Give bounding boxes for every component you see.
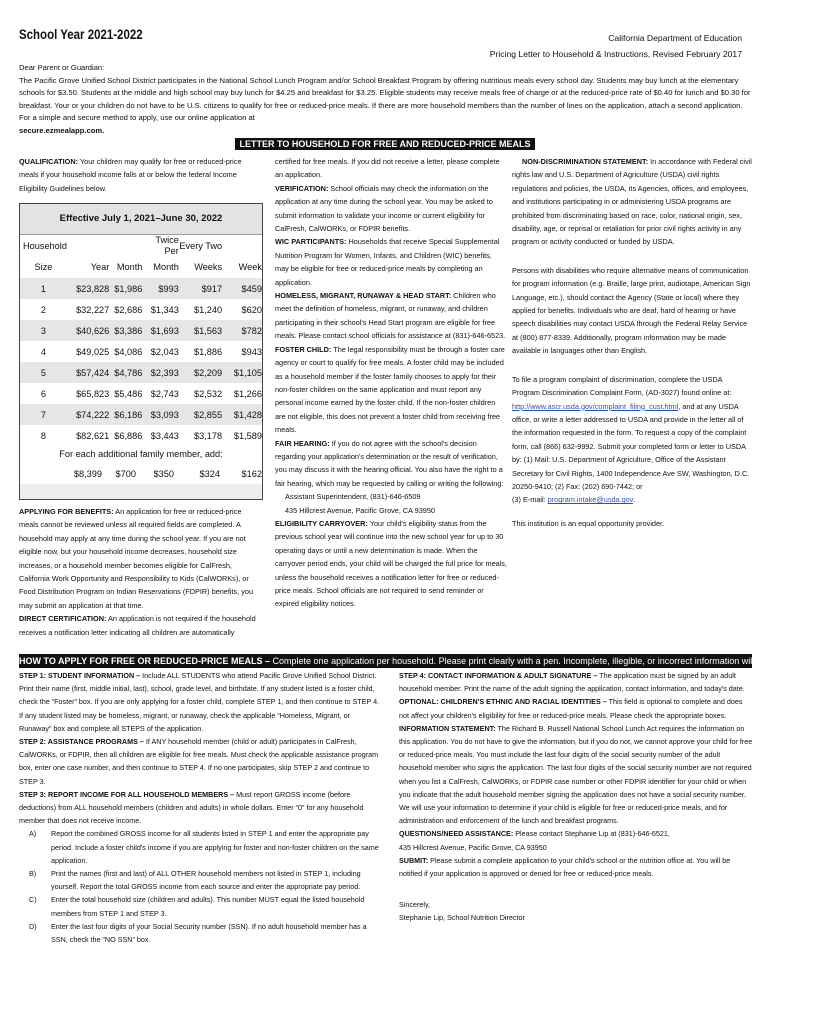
step3-items <box>19 827 381 946</box>
foster-para <box>275 343 507 437</box>
item-text: Report the combined GROSS income for all students listed in STEP 1 and enter the appropriate pay period. Include a foster child's income if you are applying for foster and non-foster children on the same application. <box>51 829 379 865</box>
item-letter: C) <box>29 895 37 905</box>
homeless-text: Children who meet the definition of homeless, migrant, or runaway, and children participating in their school's Head Start program are eligible for free meals. Please contact school officials for assistance at (831)-646-6523. <box>275 291 506 341</box>
steps-right <box>399 669 754 925</box>
add-week: $162 <box>241 468 262 479</box>
complaint-form-link[interactable]: http://www.ascr.usda.gov/complaint_filing_cust.html <box>512 401 679 411</box>
list-item <box>29 867 381 893</box>
income-cell-twice: $1,693 <box>150 325 179 336</box>
step2-para <box>19 735 381 788</box>
direct-cert-head: DIRECT CERTIFICATION: <box>19 614 107 624</box>
income-cell-month: $5,486 <box>114 388 143 399</box>
income-cell-twice: $2,743 <box>150 388 179 399</box>
item-letter: B) <box>29 869 37 879</box>
submit-text: Please submit a complete application to your child's school or the nutrition office at. You will be notified if your application is approved or denied for free or reduced-price meals. <box>399 855 731 879</box>
email-para <box>512 493 752 506</box>
col-year: Year <box>90 262 110 272</box>
income-cell-week: $1,589 <box>233 430 262 441</box>
income-cell-week: $459 <box>241 283 262 294</box>
income-cell-week: $782 <box>241 325 262 336</box>
email-link[interactable]: program.intake@usda.gov <box>547 495 633 505</box>
col-every-1: Every Two <box>179 240 223 251</box>
info-statement-head: INFORMATION STATEMENT: <box>399 723 496 733</box>
step2-head: STEP 2: ASSISTANCE PROGRAMS – <box>19 737 144 747</box>
income-cell-every: $3,178 <box>194 430 223 441</box>
verification-text: School officials may check the information on the application at any time during the school year. You may be asked to submit information to validate your income or current eligibility for CalFresh, CalWORKs, or FDPIR benefits. <box>275 183 493 234</box>
income-cell-year: $49,025 <box>76 346 110 357</box>
income-cell-month: $4,086 <box>114 346 143 357</box>
table-header-row-2 <box>20 257 262 278</box>
income-cell-size: 3 <box>40 325 47 336</box>
letter-title-text: LETTER TO HOUSEHOLD FOR FREE AND REDUCED-PRICE MEALS <box>235 138 534 150</box>
add-month: $700 <box>115 468 136 479</box>
qualification-para <box>19 155 261 195</box>
table-row <box>20 362 262 383</box>
income-cell-year: $57,424 <box>76 367 110 378</box>
homeless-para <box>275 289 507 343</box>
disability-para: Persons with disabilities who require alternative means of communication for program information (e.g. Braille, large print, audiotape, American Sign Language, etc.), should contact the Agency (State or local) where they applied for benefits. Individuals who are deaf, hard of hearing or have speech disabilities may contact USDA through the Federal Relay Service at (800) 877-8339. Additionally, program information may be made available in languages other than English. <box>512 265 751 356</box>
add-year: $8,399 <box>73 468 102 479</box>
income-cell-every: $2,532 <box>194 388 223 399</box>
salutation: Dear Parent or Guardian: <box>19 63 105 72</box>
email-label: (3) E-mail: <box>512 495 546 505</box>
complaint-text: To file a program complaint of discrimination, complete the USDA Program Discrimination Complaint Form, (AD-3027) found online at: <box>512 374 732 398</box>
income-cell-month: $3,386 <box>114 325 143 336</box>
income-cell-week: $943 <box>241 346 262 357</box>
additional-member-label: For each additional family member, add: <box>20 446 262 463</box>
income-table-heading: Effective July 1, 2021–June 30, 2022 <box>20 204 262 235</box>
applying-text: An application for free or reduced-price meals cannot be reviewed unless all required fields are completed. A household may apply at any time during the school year. If you are not eligible now, but your household income decreases, household size increases, or a household member becomes eligible for CalFresh, California Work Opportunity and Responsibility to Kids (CalWORKs), or Food Distribution Program on Indian Reservations (FDPIR) benefits, you may submit an application at that time. <box>19 507 254 610</box>
income-cell-size: 5 <box>40 367 47 378</box>
nondiscrimination-head: NON-DISCRIMINATION STATEMENT: <box>522 157 649 166</box>
carryover-head: ELIGIBILITY CARRYOVER: <box>275 518 368 528</box>
page-title: School Year 2021-2022 <box>19 26 143 42</box>
signer: Stephanie Lip, School Nutrition Director <box>399 913 525 923</box>
income-cell-every: $2,209 <box>194 367 223 378</box>
income-cell-month: $1,986 <box>114 283 143 294</box>
complaint-para <box>512 373 752 494</box>
income-cell-size: 4 <box>40 346 47 357</box>
carryover-text: Your child's eligibility status from the previous school year will continue into the new school year for up to 30 operating days or until a new determination is made. When the carryover period ends, your child will be charged the full price for meals, unless the household receives a notification letter for free or reduced-price meals. School officials are not required to send reminder or expired eligibility notices. <box>275 518 507 609</box>
how-to-apply-sub: Complete one application per household. Please print clearly with a pen. Incomplete, illegible, or incorrect information will delay processing. <box>270 656 827 666</box>
col-size: Size <box>34 262 53 272</box>
questions-para <box>399 827 754 840</box>
foster-text: The legal responsibility must be through a foster care agency or court to qualify for free meals. A foster child may be included as a household member if the foster family chooses to apply for their non-foster children on the same application and must report any personal income earned by the foster child. If the non-foster children are not eligible, this does not prevent a foster child from receiving free meals. <box>275 344 505 435</box>
col-household: Household <box>23 240 67 251</box>
income-cell-size: 1 <box>40 283 47 294</box>
income-cell-every: $1,886 <box>194 346 223 357</box>
income-cell-month: $6,886 <box>114 430 143 441</box>
table-row <box>20 404 262 425</box>
info-statement-text: The Richard B. Russell National School Lunch Act requires the information on this application. You do not have to give the information, but if you do not, we cannot approve your child for free or reduced-price meals. You must include the last four digits of the social security number of the adult household member who signs the application. The last four digits of the social security number are not required when you list a CalFresh, CalWORKs, or FDPIR case number or other FDPIR identifier for your child or when you indicate that the adult household member signing the application does not have a social security number. We will use your information to determine if your child is eligible for free or reduced-price meals, and for administration and enforcement of the lunch and breakfast programs. <box>399 723 753 826</box>
applying-para <box>19 505 261 612</box>
table-row <box>20 320 262 341</box>
info-statement-para <box>399 722 754 828</box>
how-to-apply-bar <box>19 654 827 668</box>
direct-cert-text: An application is not required if the household receives a notification letter indicating all children are automatically <box>19 614 256 637</box>
step1-text: Include ALL STUDENTS who attend Pacific Grove Unified School District. Print their name (first, middle initial, last), school, grade level, and birthdate. If any student listed is a foster child, check the “Foster” box. If you are only applying for a foster child, complete STEP 1, and then continue to STEP 4. If any student listed may be homeless, migrant, or runaway, check the applicable “Homeless, Migrant, or Runaway” box and complete all STEPS of the application. <box>19 671 380 733</box>
step1-para <box>19 669 381 735</box>
intro <box>19 62 753 138</box>
col-month: Month <box>116 262 143 272</box>
list-item <box>29 827 381 867</box>
intro-body: The Pacific Grove Unified School District participates in the National School Lunch Program and/or School Breakfast Program by offering nutritious meals every school day. Students may buy lunch at the elementary schools for $3.50. Students at the middle and high school may buy lunch for $4.25 and breakfast for $3.25. Eligible students may receive meals free of charge or at the reduced-price rate of $0.40 for lunch and $0.30 for breakfast. Your or your children do not have to be U.S. citizens to qualify for free or reduced-price meals. If there are more household members than the number of lines on the application, attach a second application. For a simple and secure method to apply, use our online application at <box>19 75 751 123</box>
revision-line: Pricing Letter to Household & Instructions, Revised February 2017 <box>489 49 742 59</box>
qualification-section <box>19 155 261 195</box>
direct-cert-para <box>19 612 261 639</box>
fair-hearing-head: FAIR HEARING: <box>275 438 330 448</box>
optional-head: OPTIONAL: CHILDREN'S ETHNIC AND RACIAL IDENTITIES – <box>399 697 607 707</box>
item-text: Enter the last four digits of your Social Security number (SSN). If no adult household member has a SSN, check the “NO SSN” box. <box>51 921 367 945</box>
add-every: $324 <box>199 468 220 479</box>
income-cell-year: $40,626 <box>76 325 110 336</box>
wic-para <box>275 235 507 289</box>
nondiscrimination-text: In accordance with Federal civil rights law and U.S. Department of Agriculture (USDA) civil rights regulations and policies, the USDA, its Agencies, offices, and employees, and institutions participating in or administering USDA programs are prohibited from discriminating based on race, color, national origin, sex, disability, age, or reprisal or retaliation for prior civil rights activity in any program or activity conducted or funded by USDA. <box>512 157 752 247</box>
letter-title <box>0 139 770 149</box>
questions-address: 435 Hillcrest Avenue, Pacific Grove, CA 93950 <box>399 842 547 852</box>
additional-member-row <box>20 463 262 484</box>
income-cell-year: $82,621 <box>76 430 110 441</box>
item-text: Print the names (first and last) of ALL OTHER household members not listed in STEP 1, including yourself. Report the total GROSS income from each source and enter the appropriate pay period. <box>51 869 361 892</box>
income-cell-year: $23,828 <box>76 283 110 294</box>
step1-head: STEP 1: STUDENT INFORMATION – <box>19 671 141 680</box>
income-cell-year: $74,222 <box>76 409 110 420</box>
homeless-head: HOMELESS, MIGRANT, RUNAWAY & HEAD START: <box>275 291 452 301</box>
questions-head: QUESTIONS/NEED ASSISTANCE: <box>399 829 514 839</box>
col-every-2: Weeks <box>194 262 223 272</box>
fair-hearing-address: 435 Hillcrest Avenue, Pacific Grove, CA 93950 <box>285 505 435 515</box>
carryover-para <box>275 517 507 611</box>
foster-head: FOSTER CHILD: <box>275 344 332 354</box>
department-name: California Department of Education <box>608 33 742 43</box>
qualification-head: QUALIFICATION: <box>19 157 79 166</box>
income-rows <box>20 278 262 446</box>
cert-continued: certified for free meals. If you did not receive a letter, please complete an application. <box>275 157 500 180</box>
table-row <box>20 383 262 404</box>
step3-text: Must report GROSS income (before deductions) from ALL household members (children and adults) in whole dollars. Enter “0” for any household member that does not receive income. <box>19 789 364 826</box>
income-cell-every: $917 <box>201 283 223 294</box>
step4-text: The application must be signed by an adult household member. Print the name of the adult signing the application, contact information, and today's date. <box>399 671 745 694</box>
right-column <box>512 155 752 530</box>
fair-hearing-text: If you do not agree with the school's decision regarding your application's determination or the result of verification, you may discuss it with the hearing official. You also have the right to a fair hearing, which may be requested by calling or writing the following: <box>275 438 504 488</box>
step3-head: STEP 3: REPORT INCOME FOR ALL HOUSEHOLD MEMBERS – <box>19 789 235 799</box>
submit-para <box>399 854 754 880</box>
equal-opportunity: This institution is an equal opportunity provider. <box>512 518 665 528</box>
optional-para <box>399 695 754 721</box>
list-item <box>29 920 381 946</box>
add-twice: $350 <box>153 468 174 479</box>
income-cell-year: $65,823 <box>76 388 110 399</box>
col-twice-2: Month <box>153 262 179 272</box>
fair-hearing-contact: Assistant Superintendent, (831)-646-6509 <box>285 492 421 502</box>
closing: Sincerely, <box>399 900 431 910</box>
col-week: Week <box>238 262 262 272</box>
submit-head: SUBMIT: <box>399 855 429 865</box>
optional-text: This field is optional to complete and does not affect your children's eligibility for free or reduced-price meals. Please check the appropriate boxes. <box>399 697 743 720</box>
income-table <box>20 235 262 446</box>
income-cell-twice: $1,343 <box>150 304 179 315</box>
income-cell-twice: $993 <box>158 283 179 294</box>
step2-text: If ANY household member (child or adult) participates in CalFresh, CalWORKs, or FDPIR, then all children are eligible for free meals. Must check the applicable assistance program box, enter one case number, and then continue to STEP 4. If no one participates, skip STEP 2 and continue to STEP 3. <box>19 737 379 786</box>
income-cell-size: 2 <box>40 304 47 315</box>
online-app-link[interactable]: secure.ezmealapp.com. <box>19 125 105 135</box>
table-row <box>20 425 262 446</box>
fair-hearing-para <box>275 437 507 491</box>
nondiscrimination-para <box>512 155 752 249</box>
table-row <box>20 341 262 362</box>
wic-head: WIC PARTICIPANTS: <box>275 237 347 247</box>
step4-head: STEP 4: CONTACT INFORMATION & ADULT SIGNATURE – <box>399 671 598 680</box>
applying-section <box>19 505 261 639</box>
income-cell-every: $2,855 <box>194 409 223 420</box>
income-cell-year: $32,227 <box>76 304 110 315</box>
item-letter: D) <box>29 921 37 931</box>
income-cell-size: 6 <box>40 388 47 399</box>
middle-column <box>275 155 507 611</box>
income-cell-month: $4,786 <box>114 367 143 378</box>
how-to-apply-head: HOW TO APPLY FOR FREE OR REDUCED-PRICE MEALS – <box>19 656 271 666</box>
table-row <box>20 299 262 320</box>
income-cell-week: $1,266 <box>233 388 262 399</box>
step4-para <box>399 669 754 695</box>
wic-text: Households that receive Special Supplemental Nutrition Program for Women, Infants, and Children (WIC) benefits, may be eligible for free or reduced-price meals by completing an application. <box>275 237 500 287</box>
item-letter: A) <box>29 829 37 839</box>
verification-head: VERIFICATION: <box>275 183 329 193</box>
department-header <box>490 30 742 62</box>
income-cell-twice: $3,443 <box>150 430 179 441</box>
item-text: Enter the total household size (children and adults). This number MUST equal the listed household members from STEP 1 and STEP 3. <box>51 895 365 918</box>
income-cell-month: $2,686 <box>114 304 143 315</box>
income-cell-twice: $2,043 <box>150 346 179 357</box>
income-cell-every: $1,563 <box>194 325 223 336</box>
verification-para <box>275 182 507 236</box>
income-cell-twice: $2,393 <box>150 367 179 378</box>
questions-text: Please contact Stephanie Lip at (831)-646-6521, <box>513 829 670 839</box>
steps-left <box>19 669 381 946</box>
income-eligibility-table <box>19 203 263 500</box>
income-cell-every: $1,240 <box>194 304 223 315</box>
income-cell-week: $1,428 <box>233 409 262 420</box>
complaint-text-2: , and at any USDA office, or write a letter addressed to USDA and provide in the letter all of the information requested in the form. To request a copy of the complaint form, call (866) 632-9992. Submit your completed form or letter to USDA by: (1) Mail: U.S. Department of Agriculture, Office of the Assistant Secretary for Civil Rights, 1400 Independence Ave SW, Washington, D.C. 20250-9410; (2) Fax: (202) 690-7442; or <box>512 401 750 491</box>
income-cell-week: $1,105 <box>233 367 262 378</box>
income-cell-size: 7 <box>40 409 47 420</box>
col-twice-1: Twice Per <box>155 235 179 256</box>
income-cell-twice: $3,093 <box>150 409 179 420</box>
applying-head: APPLYING FOR BENEFITS: <box>19 507 114 516</box>
table-row <box>20 278 262 299</box>
table-header-row-1 <box>20 235 262 257</box>
step3-para <box>19 788 381 828</box>
email-period: . <box>632 495 635 505</box>
intro-text <box>19 75 753 138</box>
income-cell-week: $620 <box>241 304 262 315</box>
qualification-text: Your children may qualify for free or reduced-price meals if your household income falls at or below the federal Income Eligibility Guidelines below. <box>19 157 242 193</box>
list-item <box>29 893 381 919</box>
income-cell-month: $6,186 <box>114 409 143 420</box>
income-cell-size: 8 <box>40 430 47 441</box>
